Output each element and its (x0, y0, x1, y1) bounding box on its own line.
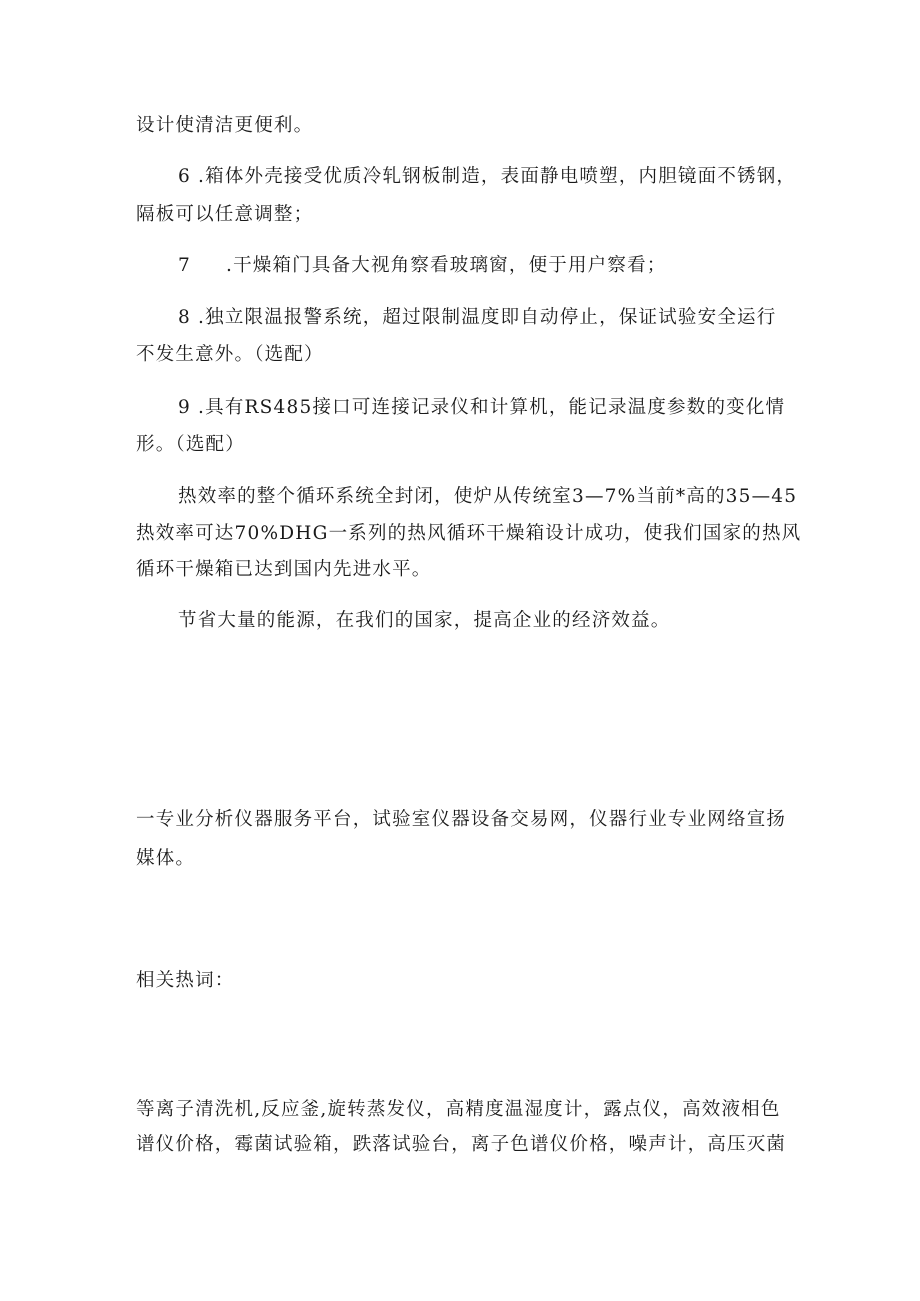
text-line: 节省大量的能源，在我们的国家，提高企业的经济效益。 (178, 610, 671, 631)
item-number: 7 (178, 255, 191, 276)
text-line: 不发生意外。（选配） (136, 344, 324, 365)
text-line (178, 254, 800, 278)
text-line: 9 .具有RS485接口可连接记录仪和计算机，能记录温度参数的变化情 (178, 397, 786, 418)
text-line: 谱仪价格，霉菌试验箱，跌落试验台，离子色谱仪价格，噪声计，高压灭菌 (136, 1134, 787, 1155)
text-line: 热效率可达70%DHG一系列的热风循环干燥箱设计成功，使我们国家的热风 (136, 523, 802, 544)
text-line: 循环干燥箱已达到国内先进水平。 (136, 559, 432, 580)
text-line: 热效率的整个循环系统全封闭，使炉从传统室3—7%当前*高的35—45 (178, 486, 798, 507)
item-text: .干燥箱门具备大视角察看玻璃窗，便于用户察看； (226, 255, 667, 276)
text-line: 8 .独立限温报警系统，超过限制温度即自动停止，保证试验安全运行 (178, 307, 777, 328)
text-line: 隔板可以任意调整； (136, 204, 314, 225)
text-line: 6 .箱体外壳接受优质冷轧钢板制造，表面静电喷塑，内胆镜面不锈钢， (178, 166, 797, 187)
text-line: 媒体。 (136, 848, 196, 869)
text-line: 设计使清洁更便利。 (136, 115, 314, 136)
text-line: 形。（选配） (136, 434, 245, 455)
text-line: 等离子清洗机,反应釜,旋转蒸发仪，高精度温湿度计，露点仪，高效液相色 (136, 1099, 781, 1120)
text-line: 一专业分析仪器服务平台，试验室仪器设备交易网，仪器行业专业网络宣扬 (136, 809, 787, 830)
section-heading: 相关热词： (136, 970, 235, 991)
